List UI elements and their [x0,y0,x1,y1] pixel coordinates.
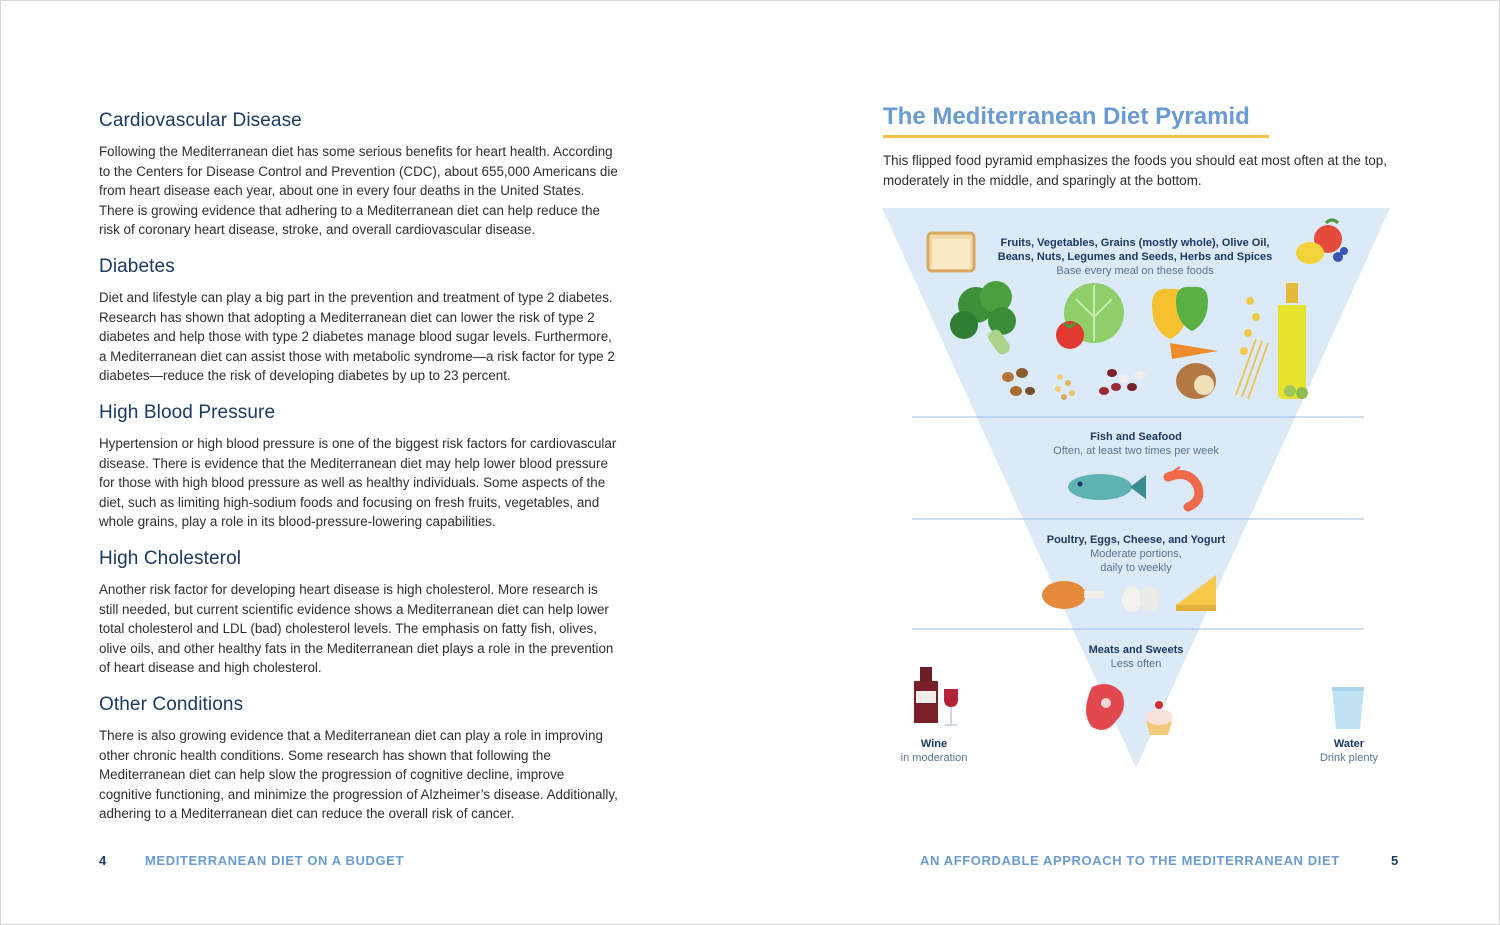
section-heading: Diabetes [99,256,175,277]
section-body: Another risk factor for developing heart disease is high cholesterol. More research is still needed, but current scientific evidence shows a Mediterranean diet can help lower total cholesterol and LDL (bad) cholesterol levels. The emphasis on fatty fish, olives, olive oils, and other healthy fats in the Mediterranean diet plays a role in the prevention of heart disease and high cholesterol. [99,582,614,675]
section-cardiovascular [99,108,619,240]
section-body: Diet and lifestyle can play a big part in the prevention and treatment of type 2 diabetes. Research has shown that adopting a Mediterranean diet can lower the risk of type 2 diabetes and help those with type 2 diabetes manage blood sugar levels. Furthermore, a Mediterranean diet can assist those with metabolic syndrome—a risk factor for type 2 diabetes—reduce the risk of developing diabetes by up to 23 percent. [99,290,615,383]
section-heading: Other Conditions [99,694,244,715]
section-blood-pressure [99,400,619,532]
section-cholesterol [99,546,619,678]
page-number-right: 5 [1391,853,1399,868]
side-name: Wine [920,738,948,750]
tier-note: Base every meal on these foods [1056,265,1214,277]
section-body: Hypertension or high blood pressure is one of the biggest risk factors for cardiovascular disease. There is evidence that the Mediterranean diet may help lower blood pressure for those with high blood pressure as well as healthy individuals. Some aspects of the diet, such as limiting high-sodium foods and focusing on fresh fruits, vegetables, and whole grains, play a role in its blood-pressure-lowering capabilities. [99,436,617,529]
side-label-wine [885,737,983,765]
water-glass-icon [1332,687,1364,729]
section-other-conditions [99,692,619,824]
section-heading: Cardiovascular Disease [99,110,302,131]
tier-note: daily to weekly [1100,562,1172,574]
potato-icon [1176,363,1216,399]
section-body: There is also growing evidence that a Mediterranean diet can play a role in improving other chronic health conditions. Some research has shown that following the Mediterranean diet can help slow the progression of cognitive decline, improve cognitive functioning, and minimize the progression of Alzheimer’s disease. Additionally, adhering to a Mediterranean diet can reduce the overall risk of cancer. [99,728,618,821]
section-diabetes [99,254,619,386]
side-label-water [1300,737,1398,765]
pyramid-intro: This flipped food pyramid emphasizes the foods you should eat most often at the top, moderately in the middle, and sparingly at the bottom. [883,153,1387,188]
tier-label-meats [1060,643,1212,671]
tier-name: Poultry, Eggs, Cheese, and Yogurt [1046,534,1226,546]
pyramid-illustration [880,205,1410,775]
pyramid-title: The Mediterranean Diet Pyramid [883,103,1250,130]
tier-name: Fruits, Vegetables, Grains (mostly whole), Olive Oil, [1000,237,1270,249]
tier-label-fish [1036,430,1236,458]
title-underline [883,135,1269,138]
bread-icon [928,233,974,271]
wine-icon [914,667,958,725]
section-heading: High Cholesterol [99,548,242,569]
running-title-left: MEDITERRANEAN DIET ON A BUDGET [145,853,404,868]
side-name: Water [1333,738,1365,750]
tier-note: Often, at least two times per week [1053,445,1219,457]
tomato-icon [1056,321,1084,349]
page-number-left: 4 [99,853,107,868]
side-note: Drink plenty [1319,752,1379,764]
tier-label-poultry [1036,533,1236,575]
tier-note: Moderate portions, [1090,548,1182,560]
section-heading: High Blood Pressure [99,402,276,423]
tier-name: Beans, Nuts, Legumes and Seeds, Herbs and Spices [997,251,1273,263]
tier-label-plant-foods [980,236,1290,278]
side-note: in moderation [900,752,968,764]
running-title-right: AN AFFORDABLE APPROACH TO THE MEDITERRANEAN DIET [920,853,1340,868]
section-body: Following the Mediterranean diet has some serious benefits for heart health. According to the Centers for Disease Control and Prevention (CDC), about 655,000 Americans die from heart disease each year, about one in every four deaths in the United States. There is growing evidence that adhering to a Mediterranean diet can help reduce the risk of coronary heart disease, stroke, and overall cardiovascular disease. [99,144,618,237]
tier-note: Less often [1110,658,1162,670]
tier-name: Meats and Sweets [1088,644,1184,656]
tier-name: Fish and Seafood [1090,431,1182,443]
